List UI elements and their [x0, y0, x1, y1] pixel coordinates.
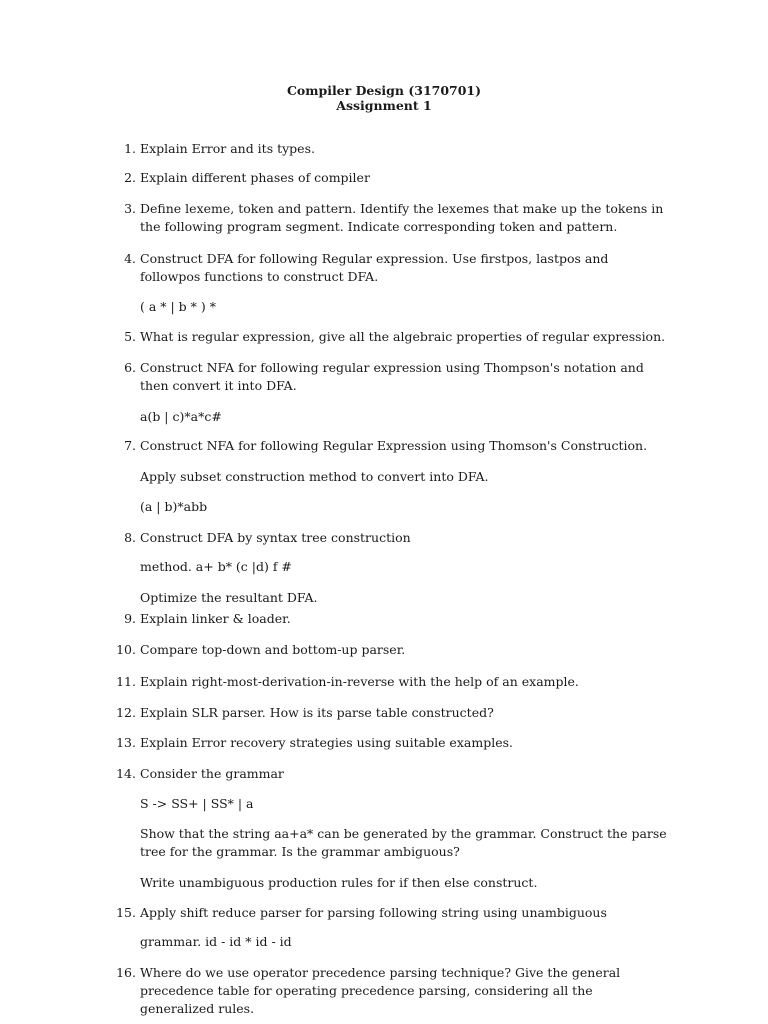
question-text: Define lexeme, token and pattern. Identify the lexemes that make up the tokens in the following program segment. Indicate corresponding token and pattern. [140, 201, 664, 234]
question-text: Construct DFA by syntax tree construction [140, 530, 411, 545]
question-number: 8. [124, 530, 136, 545]
question-number: 2. [124, 170, 136, 185]
regex-expression: (a | b)*abb [140, 499, 208, 514]
question-text: Construct NFA for following regular expression using Thompson's notation and then convert it into DFA. [140, 360, 644, 393]
question-text: What is regular expression, give all the algebraic properties of regular expression. [140, 329, 666, 344]
question-number: 5. [124, 329, 136, 344]
question-number: 11. [116, 674, 136, 689]
question-text: Explain different phases of compiler [140, 170, 370, 185]
regex-expression: ( a * | b * ) * [140, 299, 216, 314]
question-instruction: Apply subset construction method to convert into DFA. [140, 469, 489, 484]
question-number: 13. [116, 735, 136, 750]
question-number: 14. [116, 766, 136, 781]
question-text: Explain linker & loader. [140, 611, 291, 626]
regex-expression: a(b | c)*a*c# [140, 409, 222, 424]
question-number: 16. [116, 965, 136, 980]
grammar-rule: S -> SS+ | SS* | a [140, 796, 254, 811]
input-string: grammar. id - id * id - id [140, 934, 292, 949]
question-text: Construct NFA for following Regular Expression using Thomson's Construction. [140, 438, 648, 453]
question-text: Explain Error and its types. [140, 141, 315, 156]
question-text: Explain Error recovery strategies using suitable examples. [140, 735, 513, 750]
question-text: Explain SLR parser. How is its parse table constructed? [140, 705, 494, 720]
question-number: 12. [116, 705, 136, 720]
question-text: Consider the grammar [140, 766, 284, 781]
regex-expression: method. a+ b* (c |d) f # [140, 559, 292, 574]
question-text: Explain right-most-derivation-in-reverse with the help of an example. [140, 674, 579, 689]
question-text: Construct DFA for following Regular expression. Use firstpos, lastpos and followpos functions to construct DFA. [140, 251, 609, 284]
question-instruction: Show that the string aa+a* can be generated by the grammar. Construct the parse tree for the grammar. Is the grammar ambiguous? [140, 826, 667, 859]
document-title: Compiler Design (3170701) [286, 83, 482, 98]
question-number: 6. [124, 360, 136, 375]
question-number: 10. [116, 642, 136, 657]
question-number: 3. [124, 201, 136, 216]
question-number: 1. [124, 141, 136, 156]
question-text: Compare top-down and bottom-up parser. [140, 642, 406, 657]
question-text: Apply shift reduce parser for parsing following string using unambiguous [140, 905, 607, 920]
question-number: 7. [124, 438, 136, 453]
question-text: Where do we use operator precedence parsing technique? Give the general precedence table for operating precedence parsing, considering all the generalized rules. [140, 965, 621, 1016]
question-number: 9. [124, 611, 136, 626]
question-number: 4. [124, 251, 136, 266]
document-subtitle: Assignment 1 [336, 98, 432, 113]
question-instruction: Write unambiguous production rules for if then else construct. [140, 875, 538, 890]
question-instruction: Optimize the resultant DFA. [140, 590, 318, 605]
question-number: 15. [116, 905, 136, 920]
